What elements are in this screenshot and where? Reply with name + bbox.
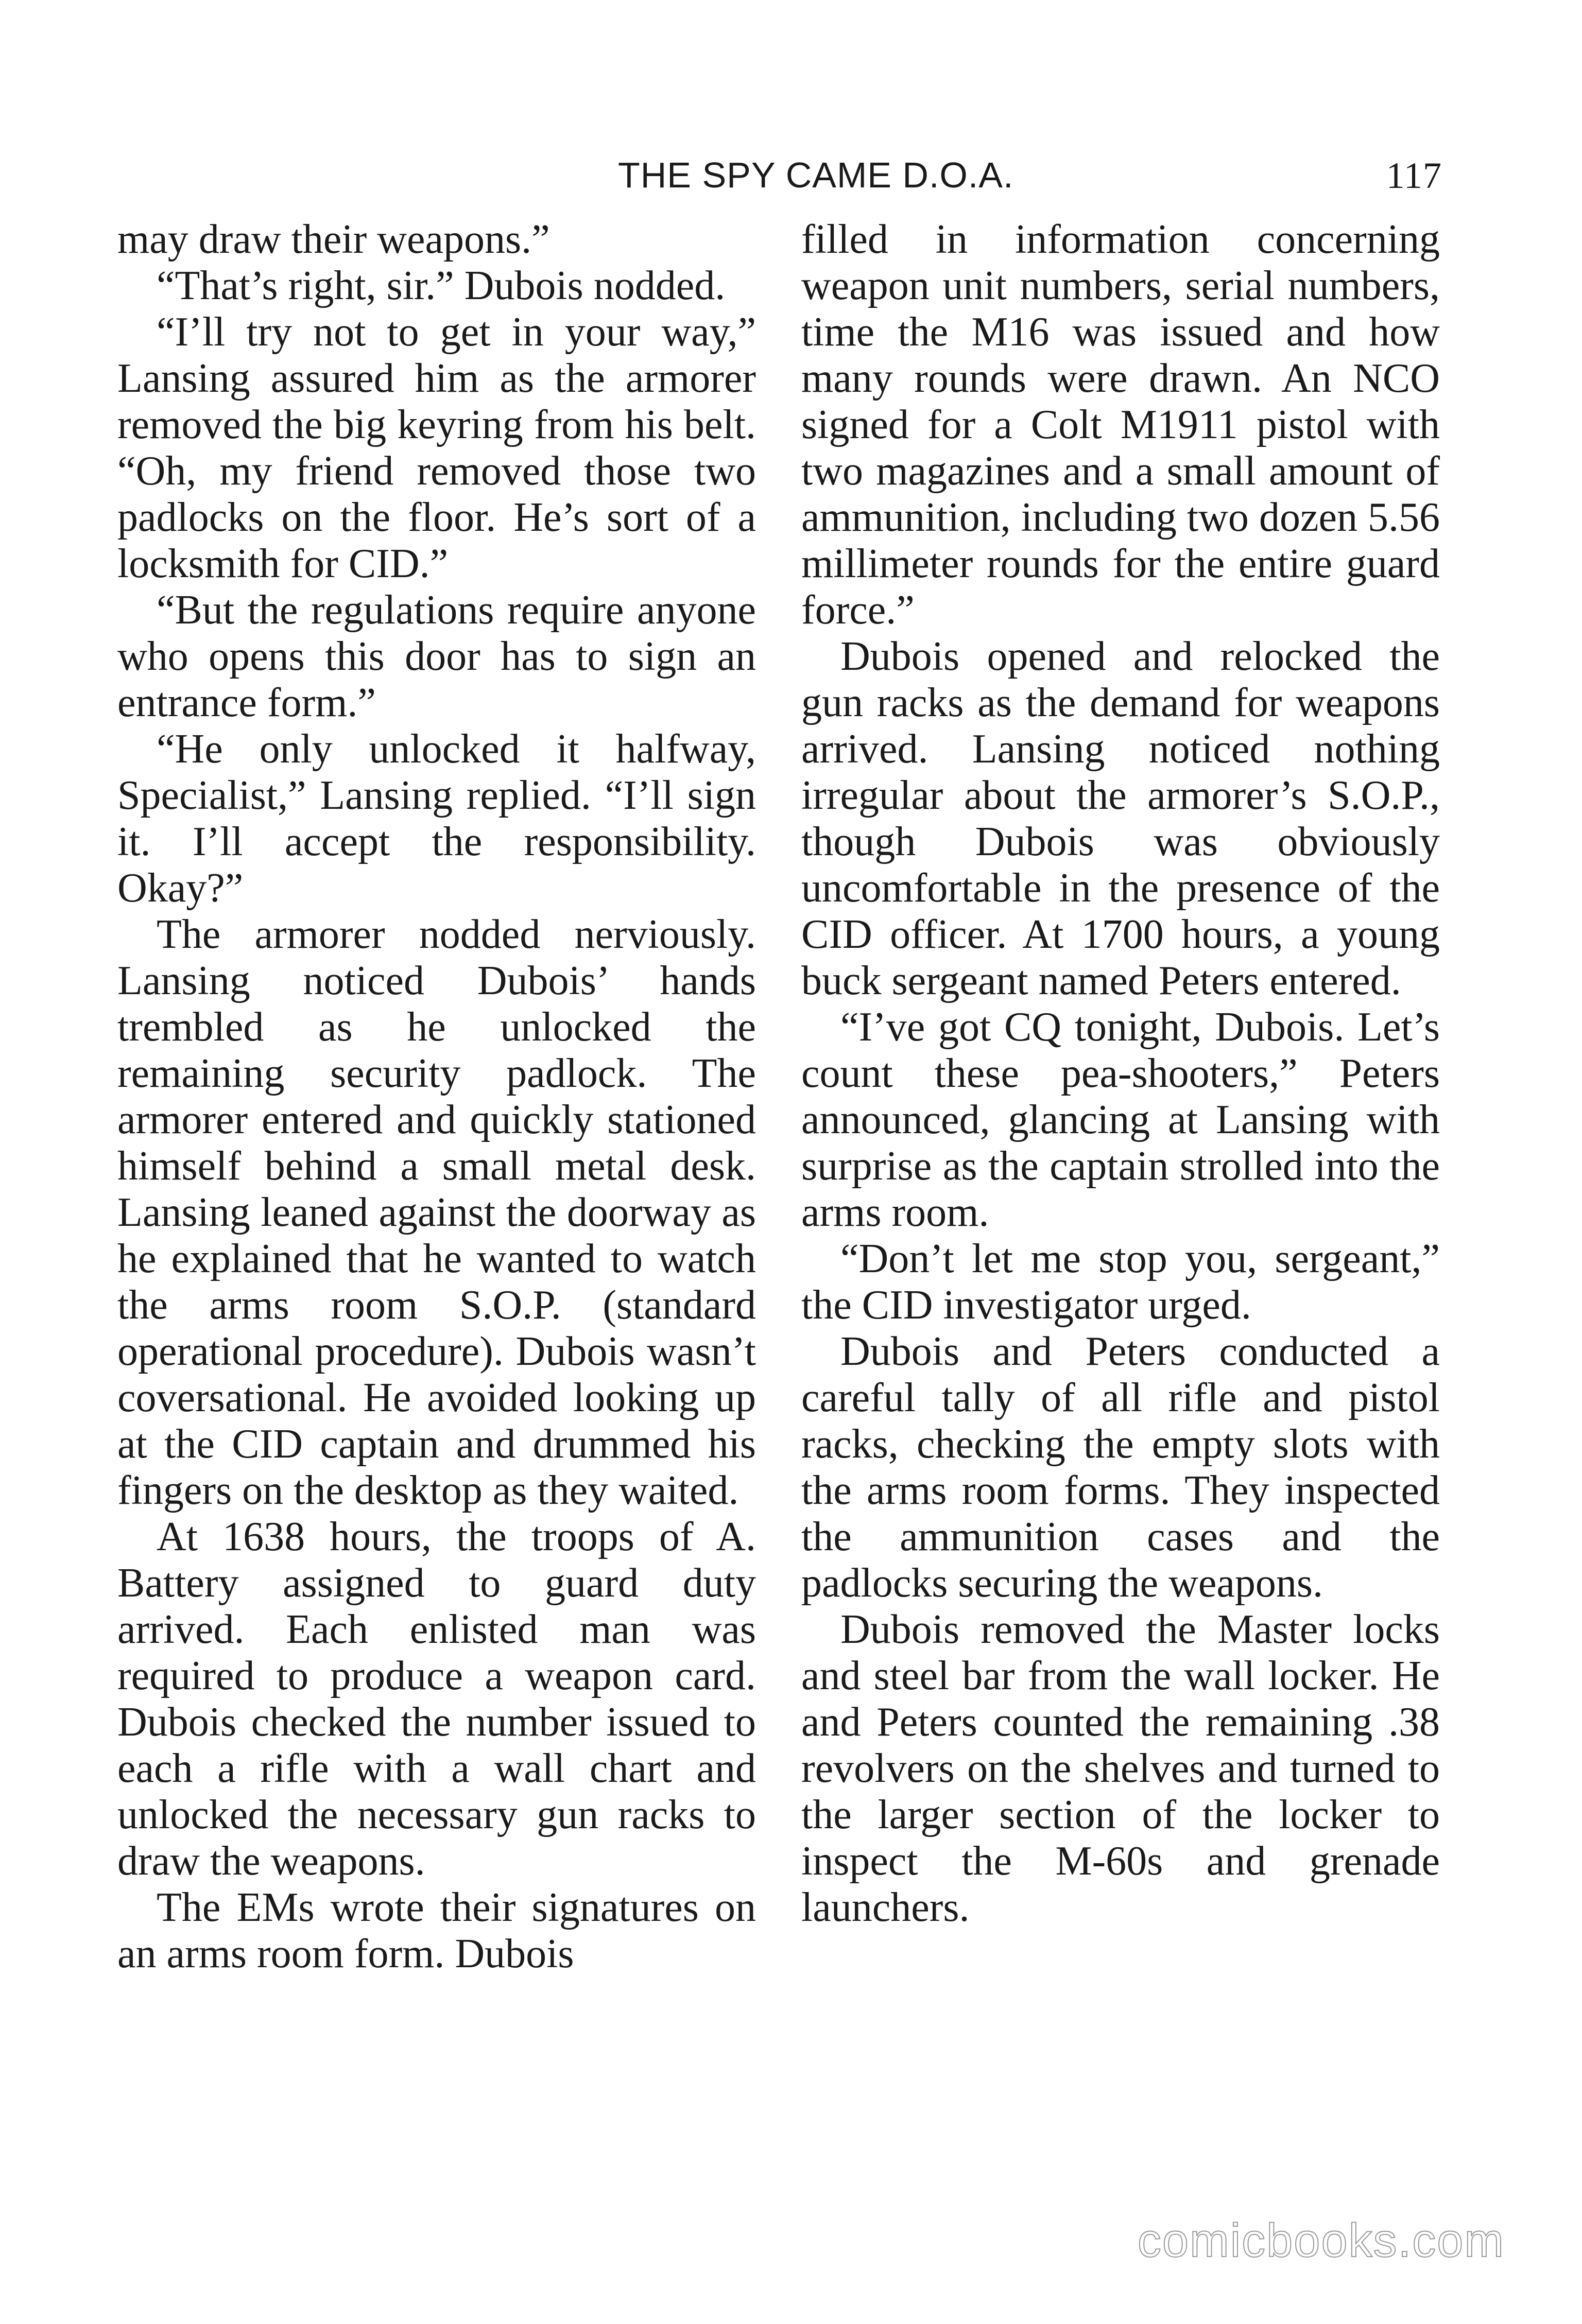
paragraph: may draw their weapons.” — [117, 217, 550, 262]
paragraph: Dubois opened and relocked the gun racks as the demand for weapons arrived. Lansing noticed nothing irregular about the armorer’s S.O.P., though Dubois was obviously uncomfortable in the presence of the CID officer. At 1700 hours, a young buck sergeant named Peters entered. — [801, 634, 1440, 1003]
paragraph: filled in information concerning weapon unit numbers, serial numbers, time the M16 was issued and how many rounds were drawn. An NCO signed for a Colt M1911 pistol with two magazines and a small amount of ammunition, including two dozen 5.56 millimeter rounds for the entire guard force.” — [801, 217, 1440, 633]
watermark: comicbooks.com — [1137, 2214, 1505, 2267]
paragraph: Dubois and Peters conducted a careful tally of all rifle and pistol racks, checking the empty slots with the arms room forms. They inspected the ammunition cases and the padlocks securing the weapons. — [801, 1329, 1440, 1606]
paragraph: “He only unlocked it halfway, Specialist,” Lansing replied. “I’ll sign it. I’ll accept the responsibility. Okay?” — [117, 726, 756, 911]
paragraph: “Don’t let me stop you, sergeant,” the CID investigator urged. — [801, 1236, 1440, 1328]
paragraph: At 1638 hours, the troops of A. Battery assigned to guard duty arrived. Each enlisted man was required to produce a weapon card. Dubois checked the number issued to each a rifle with a wall chart and unlocked the necessary gun racks to draw the weapons. — [117, 1514, 756, 1884]
paragraph: “But the regulations require anyone who opens this door has to sign an entrance form.” — [117, 587, 756, 725]
paragraph: Dubois removed the Master locks and steel bar from the wall locker. He and Peters counted the remaining .38 revolvers on the shelves and turned to the larger section of the locker to inspect the M-60s and grenade launchers. — [801, 1607, 1440, 1930]
paragraph: “That’s right, sir.” Dubois nodded. — [157, 263, 726, 308]
paragraph: “I’ve got CQ tonight, Dubois. Let’s count these pea-shooters,” Peters announced, glancing at Lansing with surprise as the captain strolled into the arms room. — [801, 1004, 1440, 1235]
page-number: 117 — [1386, 155, 1442, 196]
left-column — [117, 216, 756, 1977]
paragraph: The armorer nodded nerviously. Lansing noticed Dubois’ hands trembled as he unlocked the remaining security padlock. The armorer entered and quickly stationed himself behind a small metal desk. Lansing leaned against the doorway as he explained that he wanted to watch the arms room S.O.P. (standard operational procedure). Dubois wasn’t coversational. He avoided looking up at the CID captain and drummed his fingers on the desktop as they waited. — [117, 912, 756, 1513]
right-column — [801, 216, 1440, 1931]
paragraph: “I’ll try not to get in your way,” Lansing assured him as the armorer removed the big keyring from his belt. “Oh, my friend removed those two padlocks on the floor. He’s sort of a locksmith for CID.” — [117, 309, 756, 586]
running-title: THE SPY CAME D.O.A. — [618, 155, 1014, 195]
paragraph: The EMs wrote their signatures on an arms room form. Dubois — [117, 1885, 756, 1976]
